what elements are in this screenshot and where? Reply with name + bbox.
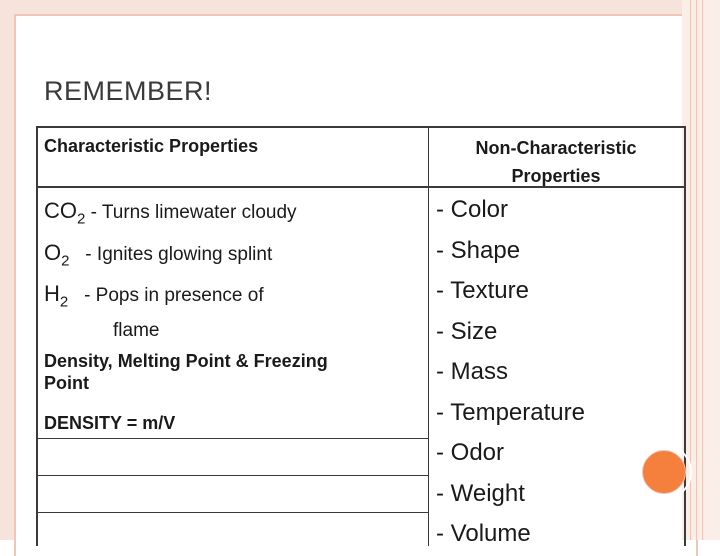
property-description: - Pops in presence of [68, 285, 264, 306]
subscript: 2 [61, 252, 70, 270]
density-line1: Density, Melting Point & Freezing [44, 351, 328, 371]
list-item: - Shape [436, 236, 521, 264]
subscript: 2 [59, 293, 69, 311]
non-characteristic-header-line2: Properties [511, 166, 601, 186]
list-item: - Mass [436, 358, 508, 385]
o2-row [44, 240, 272, 269]
list-item: - Size [436, 317, 498, 345]
density-formula: DENSITY = m/V [44, 413, 176, 433]
h2-row [44, 281, 264, 310]
non-characteristic-header-line1: Non-Characteristic [475, 138, 637, 158]
density-line2: Point [44, 373, 89, 393]
list-item: - Texture [436, 277, 529, 304]
characteristic-header: Characteristic Properties [44, 136, 259, 156]
list-item: - Volume [436, 520, 531, 547]
non-characteristic-header [430, 134, 682, 190]
property-description: - Turns limewater cloudy [85, 202, 297, 223]
non-characteristic-list [436, 190, 585, 555]
list-item: - Odor [436, 439, 505, 466]
formula: CO [44, 198, 77, 223]
property-description: - Ignites glowing splint [69, 244, 273, 265]
h2-row-continuation: flame [113, 320, 160, 341]
slide-title: REMEMBER! [44, 76, 213, 106]
list-item: - Color [436, 196, 509, 223]
subscript: 2 [77, 210, 86, 228]
density-note [44, 350, 414, 394]
formula: O [44, 240, 62, 265]
co2-row [44, 198, 297, 227]
decorative-circle [642, 450, 686, 494]
list-item: - Weight [436, 479, 525, 507]
list-item: - Temperature [436, 398, 585, 426]
formula: H [44, 281, 60, 306]
